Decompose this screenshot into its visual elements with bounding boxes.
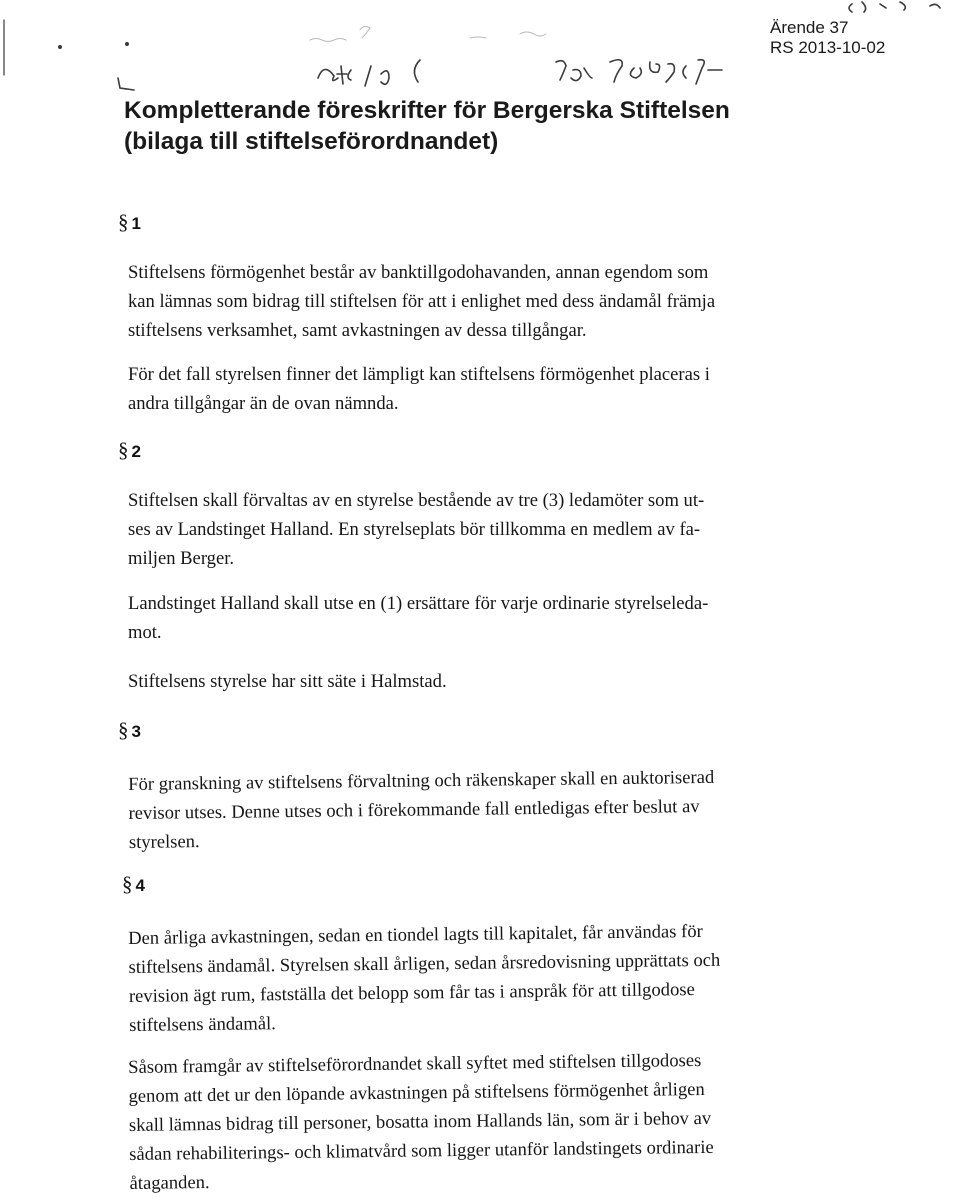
text-line: sådan rehabiliterings- och klimatvård som ligger utanför landstingets ordinarie [129, 1136, 714, 1165]
section-4-paragraph-2 [128, 1045, 820, 1198]
text-line: stiftelsens ändamål. [129, 1013, 277, 1036]
text-line: skall lämnas bidrag till personer, bosatta inom Hallands län, som är i behov av [128, 1107, 712, 1136]
section-heading-3 [118, 718, 141, 743]
section-sign: § [118, 210, 129, 234]
section-sign: § [118, 718, 129, 742]
case-number: Ärende 37 [770, 18, 849, 37]
section-number: 2 [131, 442, 141, 461]
section-1-paragraph-1 [128, 258, 828, 345]
section-2-paragraph-2 [128, 589, 828, 647]
text-line: För granskning av stiftelsens förvaltning och räkenskaper skall en auktoriserad [128, 766, 715, 795]
title-line-2: (bilaga till stiftelseförordnandet) [124, 128, 499, 155]
section-number: 1 [131, 214, 141, 233]
section-sign: § [118, 438, 129, 462]
document-title [124, 95, 944, 157]
text-line: ses av Landstinget Halland. En styrelseplats bör tillkomma en medlem av fa- [128, 519, 701, 540]
reference-date: RS 2013-10-02 [770, 38, 886, 57]
text-line: Såsom framgår av stiftelseförordnandet skall syftet med stiftelsen tillgodoses [128, 1049, 702, 1078]
text-line: Den årliga avkastningen, sedan en tiondel lagts till kapitalet, får användas för [128, 920, 703, 949]
text-line: Landstinget Halland skall utse en (1) ersättare för varje ordinarie styrelseleda- [128, 593, 709, 614]
section-3-paragraph-1 [128, 761, 829, 857]
text-line: åtaganden. [129, 1172, 210, 1194]
text-line: kan lämnas som bidrag till stiftelsen för att i enlighet med dess ändamål främja [128, 291, 716, 312]
section-sign: § [122, 872, 133, 896]
text-line: revisor utses. Denne utses och i förekommande fall entledigas efter beslut av [128, 796, 700, 824]
text-line: Stiftelsens styrelse har sitt säte i Halmstad. [128, 671, 447, 692]
section-heading-1 [118, 210, 141, 235]
text-line: Stiftelsen skall förvaltas av en styrelse bestående av tre (3) ledamöter som ut- [128, 490, 705, 511]
text-line: genom att det ur den löpande avkastningen på stiftelsens förmögenhet årligen [128, 1078, 705, 1107]
text-line: revision ägt rum, fastställa det belopp som får tas i anspråk för att tillgodose [128, 979, 695, 1007]
text-line: stiftelsens ändamål. Styrelsen skall årligen, sedan årsredovisning upprättats och [128, 949, 721, 978]
section-1-paragraph-2 [128, 360, 828, 418]
text-line: miljen Berger. [128, 548, 235, 569]
text-line: mot. [128, 622, 162, 643]
section-heading-4 [122, 872, 145, 897]
text-line: styrelsen. [128, 831, 200, 853]
text-line: Stiftelsens förmögenhet består av banktillgodohavanden, annan egendom som [128, 262, 709, 283]
section-2-paragraph-1 [128, 486, 828, 573]
section-number: 4 [135, 876, 145, 895]
section-2-paragraph-3 [128, 667, 828, 696]
section-4-paragraph-1 [128, 916, 819, 1040]
section-number: 3 [131, 722, 141, 741]
text-line: stiftelsens verksamhet, samt avkastningen av dessa tillgångar. [128, 320, 587, 341]
title-line-1: Kompletterande föreskrifter för Bergerska Stiftelsen [124, 97, 730, 124]
section-heading-2 [118, 438, 141, 463]
text-line: För det fall styrelsen finner det lämpligt kan stiftelsens förmögenhet placeras i [128, 364, 710, 385]
text-line: andra tillgångar än de ovan nämnda. [128, 393, 399, 414]
